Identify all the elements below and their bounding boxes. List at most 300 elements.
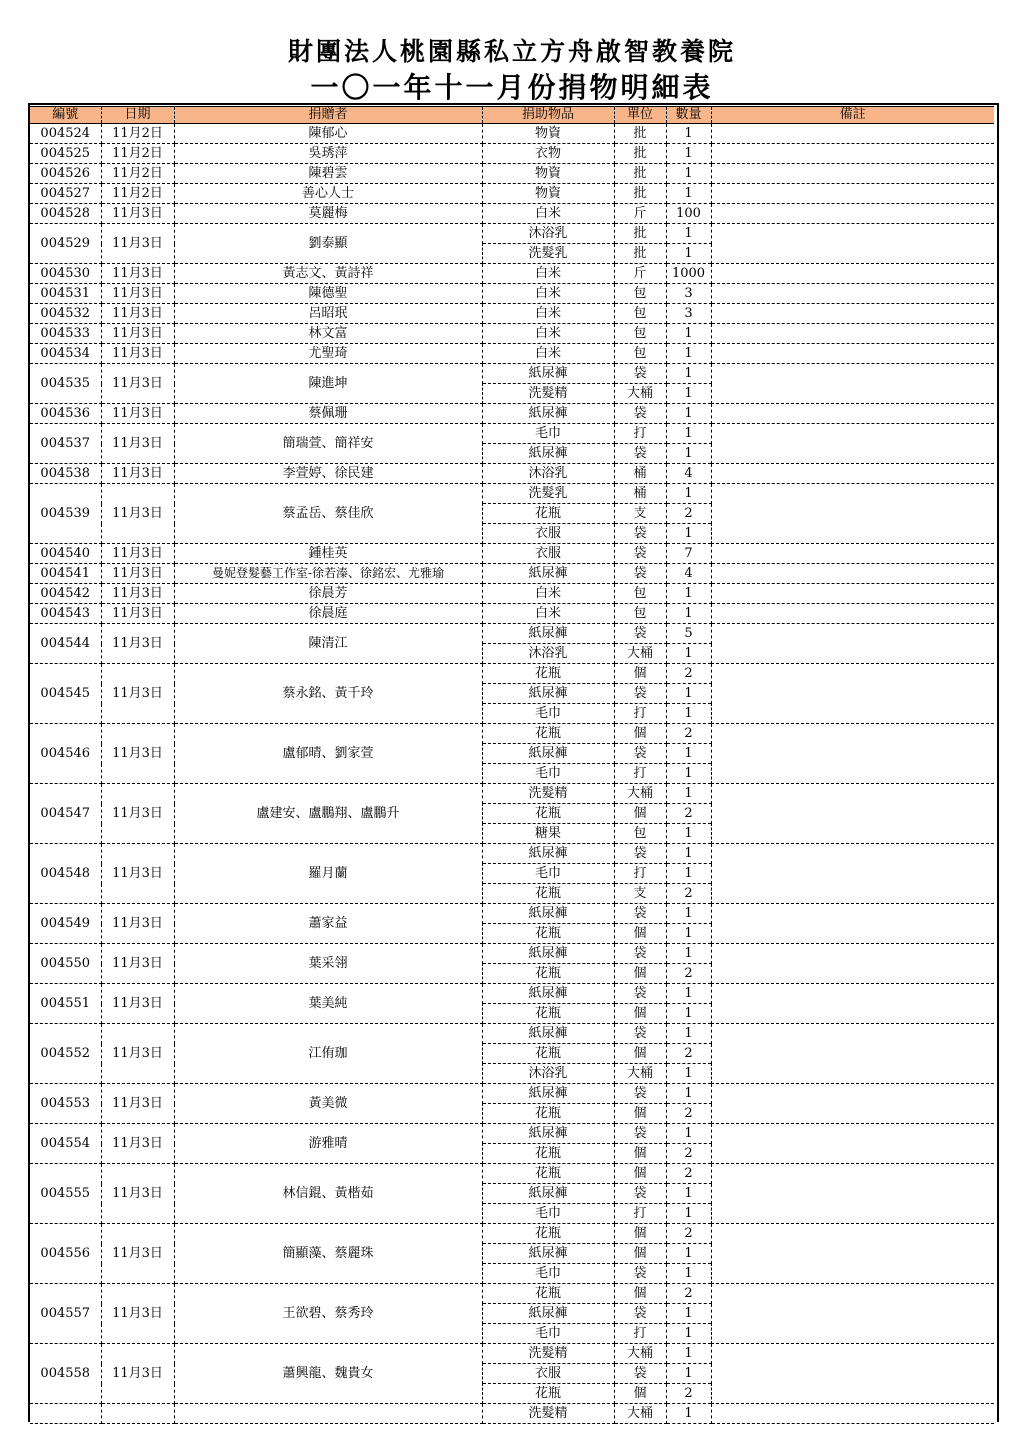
donation-id-cell: 004556 [30, 1224, 101, 1284]
donation-id-cell: 004528 [30, 204, 101, 224]
quantity-cell: 1 [666, 1404, 711, 1424]
quantity-cell: 1 [666, 1244, 711, 1264]
note-cell [711, 324, 994, 344]
col-header-note: 備註 [711, 107, 994, 124]
note-cell [711, 664, 994, 724]
date-cell: 11月3日 [101, 484, 174, 544]
quantity-cell: 1 [666, 904, 711, 924]
donor-cell: 吳琇萍 [174, 144, 482, 164]
table-row [30, 1284, 994, 1304]
unit-cell: 個 [614, 924, 666, 944]
unit-cell: 袋 [614, 564, 666, 584]
quantity-cell: 1 [666, 364, 711, 384]
quantity-cell: 2 [666, 1224, 711, 1244]
donation-id-cell [30, 1404, 101, 1424]
donor-cell: 黃志文、黃詩祥 [174, 264, 482, 284]
donation-id-cell: 004530 [30, 264, 101, 284]
unit-cell: 個 [614, 1044, 666, 1064]
unit-cell: 個 [614, 1244, 666, 1264]
unit-cell: 袋 [614, 684, 666, 704]
donation-id-cell: 004538 [30, 464, 101, 484]
table-row [30, 984, 994, 1004]
table-row [30, 604, 994, 624]
quantity-cell: 1 [666, 424, 711, 444]
date-cell: 11月2日 [101, 144, 174, 164]
item-cell: 白米 [482, 304, 614, 324]
donor-cell: 莫麗梅 [174, 204, 482, 224]
date-cell: 11月3日 [101, 424, 174, 464]
unit-cell: 批 [614, 144, 666, 164]
date-cell: 11月3日 [101, 784, 174, 844]
table-row [30, 1404, 994, 1424]
item-cell: 沐浴乳 [482, 224, 614, 244]
donation-id-cell: 004527 [30, 184, 101, 204]
donor-cell: 劉泰顯 [174, 224, 482, 264]
donor-cell: 蕭家益 [174, 904, 482, 944]
donation-id-cell: 004541 [30, 564, 101, 584]
donation-id-cell: 004526 [30, 164, 101, 184]
note-cell [711, 784, 994, 844]
date-cell: 11月3日 [101, 344, 174, 364]
note-cell [711, 1284, 994, 1344]
donor-cell: 陳碧雲 [174, 164, 482, 184]
date-cell: 11月3日 [101, 544, 174, 564]
unit-cell: 打 [614, 424, 666, 444]
item-cell: 花瓶 [482, 1004, 614, 1024]
quantity-cell: 1 [666, 184, 711, 204]
item-cell: 洗髮精 [482, 384, 614, 404]
table-row [30, 1224, 994, 1244]
quantity-cell: 1 [666, 864, 711, 884]
unit-cell: 大桶 [614, 1404, 666, 1424]
date-cell: 11月3日 [101, 204, 174, 224]
quantity-cell: 4 [666, 464, 711, 484]
donor-cell: 善心人士 [174, 184, 482, 204]
item-cell: 花瓶 [482, 724, 614, 744]
donation-id-cell: 004535 [30, 364, 101, 404]
donation-id-cell: 004553 [30, 1084, 101, 1124]
quantity-cell: 2 [666, 664, 711, 684]
unit-cell: 袋 [614, 444, 666, 464]
donor-cell: 游雅晴 [174, 1124, 482, 1164]
item-cell: 洗髮精 [482, 1404, 614, 1424]
note-cell [711, 224, 994, 264]
donor-cell: 王欲碧、蔡秀玲 [174, 1284, 482, 1344]
donor-cell: 呂昭珉 [174, 304, 482, 324]
unit-cell: 包 [614, 604, 666, 624]
note-cell [711, 564, 994, 584]
unit-cell: 個 [614, 1004, 666, 1024]
date-cell: 11月3日 [101, 304, 174, 324]
quantity-cell: 1 [666, 1124, 711, 1144]
donor-cell: 尤聖琦 [174, 344, 482, 364]
date-cell: 11月3日 [101, 944, 174, 984]
table-row [30, 904, 994, 924]
date-cell: 11月3日 [101, 904, 174, 944]
item-cell: 物資 [482, 124, 614, 144]
item-cell: 洗髮精 [482, 1344, 614, 1364]
date-cell: 11月3日 [101, 1284, 174, 1344]
unit-cell: 包 [614, 324, 666, 344]
note-cell [711, 604, 994, 624]
item-cell: 紙尿褲 [482, 1024, 614, 1044]
note-cell [711, 304, 994, 324]
item-cell: 白米 [482, 264, 614, 284]
item-cell: 花瓶 [482, 884, 614, 904]
quantity-cell: 1 [666, 164, 711, 184]
item-cell: 花瓶 [482, 1384, 614, 1404]
item-cell: 白米 [482, 344, 614, 364]
donor-cell: 葉美純 [174, 984, 482, 1024]
unit-cell: 打 [614, 1204, 666, 1224]
date-cell: 11月3日 [101, 724, 174, 784]
quantity-cell: 1 [666, 824, 711, 844]
table-row [30, 124, 994, 144]
table-row [30, 204, 994, 224]
item-cell: 花瓶 [482, 1164, 614, 1184]
donor-cell: 陳清江 [174, 624, 482, 664]
unit-cell: 斤 [614, 204, 666, 224]
quantity-cell: 1 [666, 1344, 711, 1364]
donation-id-cell: 004533 [30, 324, 101, 344]
item-cell: 洗髮精 [482, 784, 614, 804]
quantity-cell: 1 [666, 1204, 711, 1224]
quantity-cell: 1 [666, 124, 711, 144]
donor-cell: 徐晨芳 [174, 584, 482, 604]
item-cell: 物資 [482, 164, 614, 184]
date-cell [101, 1404, 174, 1424]
item-cell: 紙尿褲 [482, 904, 614, 924]
quantity-cell: 1 [666, 1024, 711, 1044]
quantity-cell: 2 [666, 724, 711, 744]
table-row [30, 304, 994, 324]
unit-cell: 袋 [614, 1124, 666, 1144]
quantity-cell: 1 [666, 1004, 711, 1024]
donation-id-cell: 004550 [30, 944, 101, 984]
item-cell: 衣服 [482, 1364, 614, 1384]
donation-id-cell: 004545 [30, 664, 101, 724]
donation-id-cell: 004558 [30, 1344, 101, 1404]
quantity-cell: 2 [666, 804, 711, 824]
table-row [30, 784, 994, 804]
donor-cell: 簡顯藻、蔡麗珠 [174, 1224, 482, 1284]
table-row [30, 404, 994, 424]
donor-cell: 陳郁心 [174, 124, 482, 144]
quantity-cell: 1000 [666, 264, 711, 284]
item-cell: 花瓶 [482, 1224, 614, 1244]
quantity-cell: 1 [666, 1364, 711, 1384]
unit-cell: 個 [614, 724, 666, 744]
unit-cell: 袋 [614, 544, 666, 564]
item-cell: 花瓶 [482, 1144, 614, 1164]
note-cell [711, 624, 994, 664]
unit-cell: 大桶 [614, 1064, 666, 1084]
donation-id-cell: 004539 [30, 484, 101, 544]
unit-cell: 支 [614, 504, 666, 524]
unit-cell: 斤 [614, 264, 666, 284]
table-row [30, 584, 994, 604]
donation-id-cell: 004532 [30, 304, 101, 324]
quantity-cell: 2 [666, 1144, 711, 1164]
unit-cell: 個 [614, 804, 666, 824]
unit-cell: 袋 [614, 1084, 666, 1104]
quantity-cell: 1 [666, 944, 711, 964]
unit-cell: 袋 [614, 984, 666, 1004]
item-cell: 紙尿褲 [482, 564, 614, 584]
donor-cell: 蔡孟岳、蔡佳欣 [174, 484, 482, 544]
quantity-cell: 1 [666, 584, 711, 604]
col-header-qty: 數量 [666, 107, 711, 124]
item-cell: 紙尿褲 [482, 624, 614, 644]
quantity-cell: 2 [666, 1284, 711, 1304]
donor-cell: 江侑珈 [174, 1024, 482, 1084]
unit-cell: 批 [614, 244, 666, 264]
note-cell [711, 164, 994, 184]
unit-cell: 袋 [614, 844, 666, 864]
date-cell: 11月3日 [101, 264, 174, 284]
item-cell: 紙尿褲 [482, 944, 614, 964]
quantity-cell: 7 [666, 544, 711, 564]
item-cell: 花瓶 [482, 1284, 614, 1304]
unit-cell: 包 [614, 284, 666, 304]
item-cell: 毛巾 [482, 1324, 614, 1344]
donor-cell: 盧郁晴、劉家萱 [174, 724, 482, 784]
quantity-cell: 1 [666, 524, 711, 544]
note-cell [711, 344, 994, 364]
quantity-cell: 2 [666, 1044, 711, 1064]
quantity-cell: 1 [666, 244, 711, 264]
table-row [30, 264, 994, 284]
item-cell: 花瓶 [482, 1044, 614, 1064]
unit-cell: 袋 [614, 944, 666, 964]
donor-cell: 林文富 [174, 324, 482, 344]
unit-cell: 包 [614, 824, 666, 844]
table-row [30, 1084, 994, 1104]
quantity-cell: 1 [666, 604, 711, 624]
donor-cell: 盧建安、盧鵬翔、盧鵬升 [174, 784, 482, 844]
date-cell: 11月3日 [101, 1344, 174, 1404]
item-cell: 毛巾 [482, 704, 614, 724]
donation-id-cell: 004554 [30, 1124, 101, 1164]
donation-id-cell: 004525 [30, 144, 101, 164]
donation-id-cell: 004536 [30, 404, 101, 424]
quantity-cell: 1 [666, 684, 711, 704]
date-cell: 11月2日 [101, 164, 174, 184]
unit-cell: 打 [614, 764, 666, 784]
quantity-cell: 1 [666, 1324, 711, 1344]
donor-cell: 鍾桂英 [174, 544, 482, 564]
unit-cell: 批 [614, 124, 666, 144]
quantity-cell: 2 [666, 1384, 711, 1404]
quantity-cell: 2 [666, 504, 711, 524]
unit-cell: 大桶 [614, 644, 666, 664]
note-cell [711, 144, 994, 164]
donation-id-cell: 004529 [30, 224, 101, 264]
unit-cell: 打 [614, 704, 666, 724]
table-row [30, 944, 994, 964]
note-cell [711, 404, 994, 424]
note-cell [711, 124, 994, 144]
unit-cell: 包 [614, 344, 666, 364]
quantity-cell: 1 [666, 1084, 711, 1104]
item-cell: 花瓶 [482, 924, 614, 944]
donation-id-cell: 004557 [30, 1284, 101, 1344]
donation-id-cell: 004534 [30, 344, 101, 364]
table-body [30, 124, 994, 1424]
quantity-cell: 1 [666, 844, 711, 864]
document-subtitle: 一〇一年十一月份捐物明細表 [310, 71, 714, 104]
item-cell: 紙尿褲 [482, 984, 614, 1004]
quantity-cell: 5 [666, 624, 711, 644]
note-cell [711, 1024, 994, 1084]
item-cell: 紙尿褲 [482, 1184, 614, 1204]
note-cell [711, 1224, 994, 1284]
note-cell [711, 184, 994, 204]
date-cell: 11月3日 [101, 984, 174, 1024]
unit-cell: 包 [614, 584, 666, 604]
table-row [30, 184, 994, 204]
item-cell: 白米 [482, 284, 614, 304]
donor-cell [174, 1404, 482, 1424]
date-cell: 11月3日 [101, 224, 174, 264]
note-cell [711, 1164, 994, 1224]
table-row [30, 724, 994, 744]
donation-id-cell: 004552 [30, 1024, 101, 1084]
donation-id-cell: 004547 [30, 784, 101, 844]
donation-id-cell: 004555 [30, 1164, 101, 1224]
unit-cell: 個 [614, 664, 666, 684]
date-cell: 11月3日 [101, 564, 174, 584]
item-cell: 白米 [482, 204, 614, 224]
item-cell: 洗髮乳 [482, 244, 614, 264]
table-row [30, 144, 994, 164]
unit-cell: 大桶 [614, 784, 666, 804]
quantity-cell: 1 [666, 144, 711, 164]
donation-id-cell: 004551 [30, 984, 101, 1024]
donor-cell: 李萱婷、徐民建 [174, 464, 482, 484]
item-cell: 紙尿褲 [482, 1244, 614, 1264]
note-cell [711, 984, 994, 1024]
table-row [30, 844, 994, 864]
table-row [30, 164, 994, 184]
item-cell: 紙尿褲 [482, 1084, 614, 1104]
donor-cell: 蕭興龍、魏貴女 [174, 1344, 482, 1404]
item-cell: 花瓶 [482, 1104, 614, 1124]
unit-cell: 袋 [614, 1264, 666, 1284]
unit-cell: 桶 [614, 484, 666, 504]
date-cell: 11月3日 [101, 324, 174, 344]
donation-id-cell: 004537 [30, 424, 101, 464]
note-cell [711, 944, 994, 984]
note-cell [711, 364, 994, 404]
unit-cell: 批 [614, 224, 666, 244]
date-cell: 11月3日 [101, 1124, 174, 1164]
item-cell: 糖果 [482, 824, 614, 844]
donor-cell: 蔡永銘、黃千玲 [174, 664, 482, 724]
unit-cell: 袋 [614, 1304, 666, 1324]
note-cell [711, 724, 994, 784]
note-cell [711, 464, 994, 484]
unit-cell: 袋 [614, 364, 666, 384]
unit-cell: 打 [614, 864, 666, 884]
item-cell: 衣服 [482, 544, 614, 564]
item-cell: 毛巾 [482, 864, 614, 884]
item-cell: 紙尿褲 [482, 364, 614, 384]
item-cell: 毛巾 [482, 764, 614, 784]
table-row [30, 424, 994, 444]
quantity-cell: 1 [666, 324, 711, 344]
unit-cell: 批 [614, 184, 666, 204]
item-cell: 毛巾 [482, 1204, 614, 1224]
unit-cell: 個 [614, 1224, 666, 1244]
quantity-cell: 1 [666, 644, 711, 664]
date-cell: 11月3日 [101, 464, 174, 484]
quantity-cell: 100 [666, 204, 711, 224]
item-cell: 物資 [482, 184, 614, 204]
donor-cell: 蔡佩珊 [174, 404, 482, 424]
item-cell: 花瓶 [482, 964, 614, 984]
col-header-donor: 捐贈者 [174, 107, 482, 124]
quantity-cell: 1 [666, 1064, 711, 1084]
table-row [30, 484, 994, 504]
item-cell: 紙尿褲 [482, 844, 614, 864]
donor-cell: 陳德聖 [174, 284, 482, 304]
unit-cell: 個 [614, 964, 666, 984]
donation-table [30, 106, 994, 1424]
col-header-unit: 單位 [614, 107, 666, 124]
quantity-cell: 1 [666, 224, 711, 244]
table-row [30, 544, 994, 564]
item-cell: 花瓶 [482, 664, 614, 684]
item-cell: 紙尿褲 [482, 1304, 614, 1324]
note-cell [711, 204, 994, 224]
item-cell: 白米 [482, 324, 614, 344]
donor-cell: 黃美微 [174, 1084, 482, 1124]
donor-cell: 陳進坤 [174, 364, 482, 404]
quantity-cell: 1 [666, 1304, 711, 1324]
table-row [30, 664, 994, 684]
date-cell: 11月3日 [101, 1164, 174, 1224]
unit-cell: 個 [614, 1284, 666, 1304]
item-cell: 毛巾 [482, 1264, 614, 1284]
unit-cell: 袋 [614, 404, 666, 424]
date-cell: 11月3日 [101, 1084, 174, 1124]
quantity-cell: 1 [666, 744, 711, 764]
quantity-cell: 2 [666, 1104, 711, 1124]
quantity-cell: 1 [666, 344, 711, 364]
document-title: 財團法人桃園縣私立方舟啟智教養院 [287, 37, 736, 66]
unit-cell: 袋 [614, 744, 666, 764]
item-cell: 毛巾 [482, 424, 614, 444]
donation-id-cell: 004549 [30, 904, 101, 944]
unit-cell: 袋 [614, 624, 666, 644]
table-row [30, 464, 994, 484]
quantity-cell: 1 [666, 1264, 711, 1284]
note-cell [711, 1344, 994, 1404]
note-cell [711, 264, 994, 284]
date-cell: 11月3日 [101, 284, 174, 304]
item-cell: 花瓶 [482, 504, 614, 524]
note-cell [711, 1124, 994, 1164]
table-row [30, 324, 994, 344]
unit-cell: 個 [614, 1104, 666, 1124]
note-cell [711, 844, 994, 904]
quantity-cell: 2 [666, 964, 711, 984]
unit-cell: 袋 [614, 1364, 666, 1384]
note-cell [711, 544, 994, 564]
col-header-id: 編號 [30, 107, 101, 124]
note-cell [711, 284, 994, 304]
